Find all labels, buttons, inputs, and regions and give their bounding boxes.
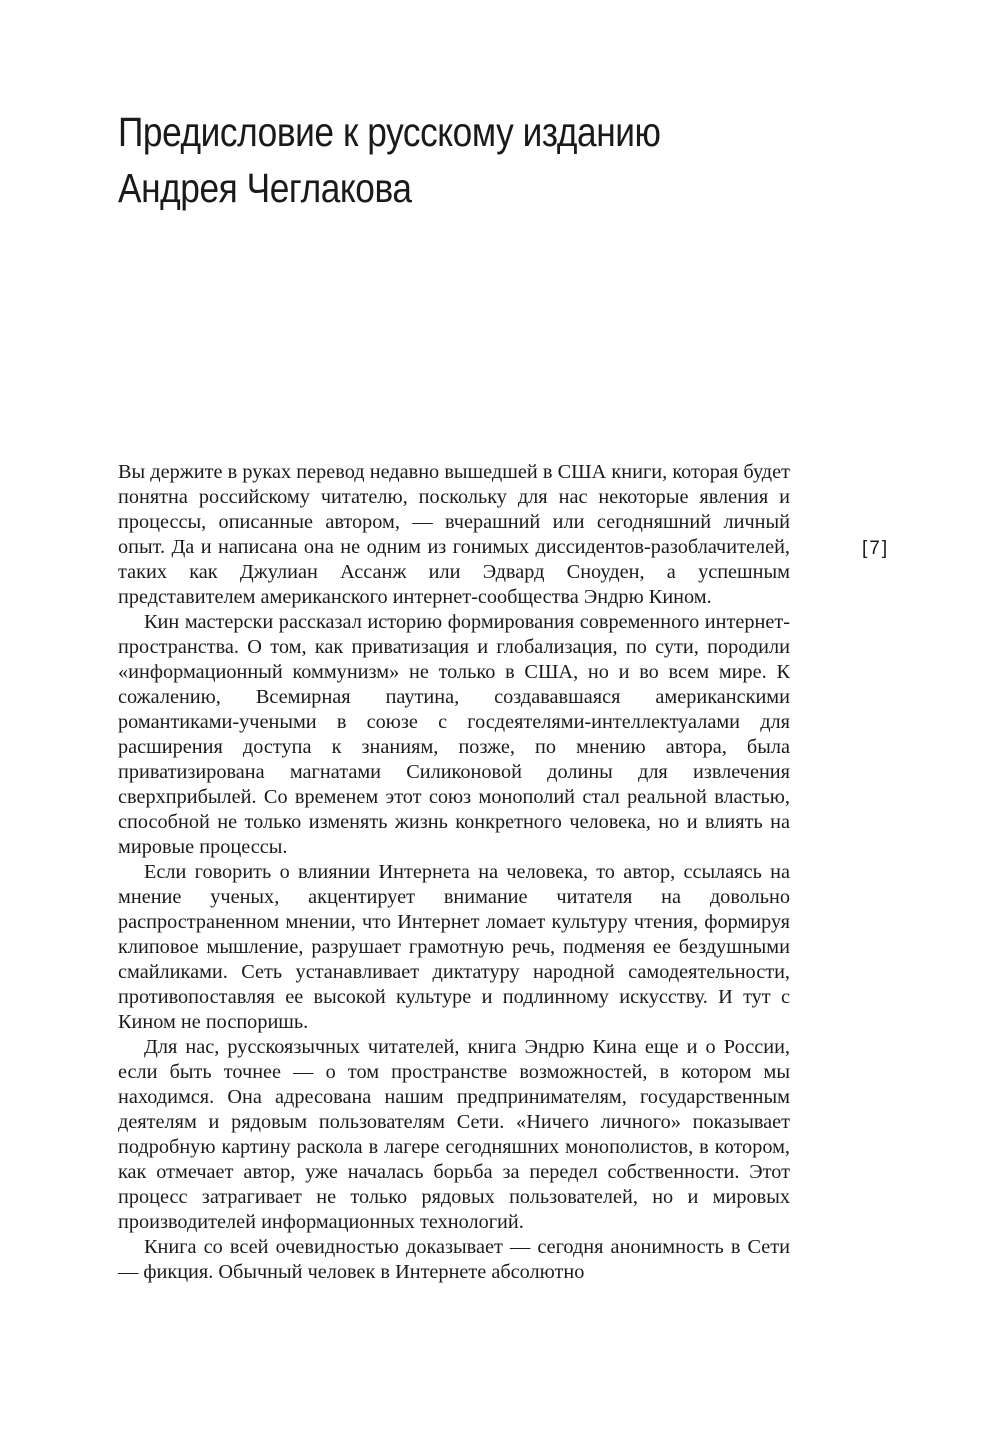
paragraph: Вы держите в руках перевод недавно вышедшей в США книги, которая будет понятна российскому читателю, поскольку для нас некоторые явления и процессы, описанные автором, — вчерашний или сегодняшний личный опыт. Да и написана она не одним из гонимых диссидентов-разоблачителей, таких как Джулиан Ассанж или Эдвард Сноуден, а успешным представителем американского интернет-сообщества Эндрю Кином.: [118, 461, 790, 608]
chapter-title-line-2: Андрея Чеглакова: [118, 165, 412, 211]
paragraph: Для нас, русскоязычных читателей, книга Эндрю Кина еще и о России, если быть точнее — о том пространстве возможностей, в котором мы находимся. Она адресована нашим предпринимателям, государственным деятелям и рядовым пользователям Сети. «Ничего личного» показывает подробную картину раскола в лагере сегодняшних монополистов, в котором, как отмечает автор, уже началась борьба за передел собственности. Этот процесс затрагивает не только рядовых пользователей, но и мировых производителей информационных технологий.: [118, 1036, 790, 1233]
paragraph: Книга со всей очевидностью доказывает — сегодня анонимность в Сети — фикция. Обычный человек в Интернете абсолютно: [118, 1236, 790, 1283]
chapter-title-line-1: Предисловие к русскому изданию: [118, 109, 661, 155]
body-text: [118, 460, 790, 1285]
chapter-title: [118, 104, 737, 216]
page-number: [7]: [862, 538, 890, 559]
paragraph: Кин мастерски рассказал историю формирования современного интернет-пространства. О том, как приватизация и глобализация, по сути, породили «информационный коммунизм» не только в США, но и во всем мире. К сожалению, Всемирная паутина, создававшаяся американскими романтиками-учеными в союзе с госдеятелями-интеллектуалами для расширения доступа к знаниям, позже, по мнению автора, была приватизирована магнатами Силиконовой долины для извлечения сверхприбылей. Со временем этот союз монополий стал реальной властью, способной не только изменять жизнь конкретного человека, но и влиять на мировые процессы.: [118, 611, 790, 858]
paragraph: Если говорить о влиянии Интернета на человека, то автор, ссылаясь на мнение ученых, акцентирует внимание читателя на довольно распространенном мнении, что Интернет ломает культуру чтения, формируя клиповое мышление, разрушает грамотную речь, подменяя ее бездушными смайликами. Сеть устанавливает диктатуру народной самодеятельности, противопоставляя ее высокой культуре и подлинному искусству. И тут с Кином не поспоришь.: [118, 861, 790, 1033]
